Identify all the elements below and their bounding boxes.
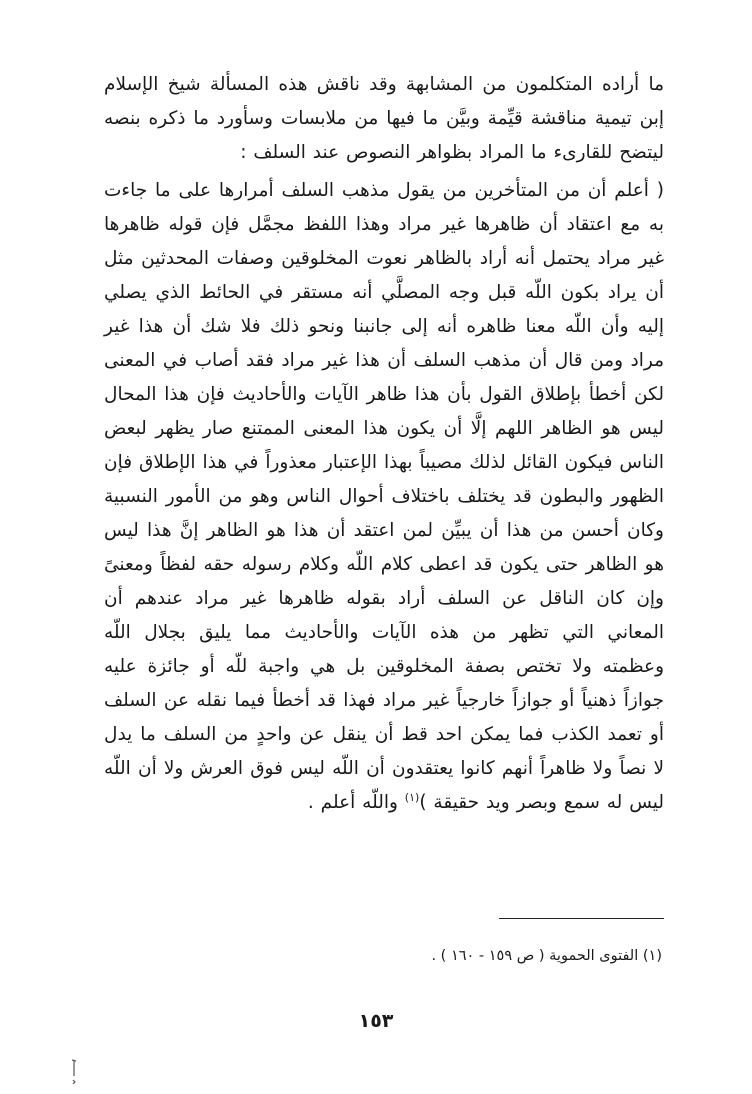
intro-text: ما أراده المتكلمون من المشابهة وقد ناقش هذه المسألة شيخ الإسلام إبن تيمية مناقشة قيِّمة وبيَّن ما فيها من ملابسات وسأورد ما ذكره بنصه ليتضح للقارىء ما المراد بظواهر النصوص عند السلف : — [104, 74, 664, 163]
footnote-reference[interactable]: (١) — [404, 790, 420, 804]
intro-paragraph — [104, 68, 664, 170]
footnote-divider — [499, 918, 664, 919]
quoted-passage — [104, 174, 664, 820]
footnote-text: (١) الفتوى الحموية ( ص ١٥٩ - ١٦٠ ) . — [431, 948, 662, 964]
page-number: ١٥٣ — [358, 1010, 394, 1032]
quote-text: ( أعلم أن من المتأخرين من يقول مذهب السلف أمرارها على ما جاءت به مع اعتقاد أن ظاهرها غير مراد وهذا اللفظ مجمَّل فإن قوله ظاهرها غير مراد يحتمل أنه أراد بالظاهر نعوت المخلوقين وصفات المحدثين مثل أن يراد بكون اللّه قبل وجه المصلَّي أنه مستقر في الحائط الذي يصلي إليه وأن اللّه معنا ظاهره أنه إلى جانبنا ونحو ذلك فلا شك أن هذا غير مراد ومن قال أن مذهب السلف أن هذا غير مراد فقد أصاب في المعنى لكن أخطأ بإطلاق القول بأن هذا ظاهر الآيات والأحاديث فإن هذا المحال ليس هو الظاهر اللهم إلَّا أن يكون هذا المعنى الممتنع صار يظهر لبعض الناس فيكون القائل لذلك مصيباً بهذا الإعتبار معذوراً في هذا الإطلاق فإن الظهور والبطون قد يختلف باختلاف أحوال الناس وهو من الأمور النسبية وكان أحسن من هذا أن يبيِّن لمن اعتقد أن هذا هو الظاهر إنَّ هذا ليس هو الظاهر حتى يكون قد اعطى كلام اللّه وكلام رسوله حقه لفظاً ومعنىً وإن كان الناقل عن السلف أراد بقوله ظاهرها غير مراد عندهم أن المعاني التي تظهر من هذه الآيات والأحاديث مما يليق بجلال اللّه وعظمته ولا تختص بصفة المخلوقين بل هي واجبة للّه أو جائزة عليه جوازاً ذهنياً أو جوازاً خارجياً غير مراد فهذا قد أخطأ فيما نقله عن السلف أو تعمد الكذب فما يمكن احد قط أن ينقل عن واحدٍ من السلف ما يدل لا نصاً ولا ظاهراً أنهم كانوا يعتقدون أن اللّه ليس فوق العرش ولا أن اللّه ليس له سمع وبصر ويد حقيقة ) — [104, 180, 664, 813]
quote-closing: واللّه أعلم . — [307, 792, 405, 813]
quote-paragraph — [104, 174, 664, 820]
margin-mark-icon — [70, 1058, 78, 1086]
footnote — [102, 944, 662, 968]
